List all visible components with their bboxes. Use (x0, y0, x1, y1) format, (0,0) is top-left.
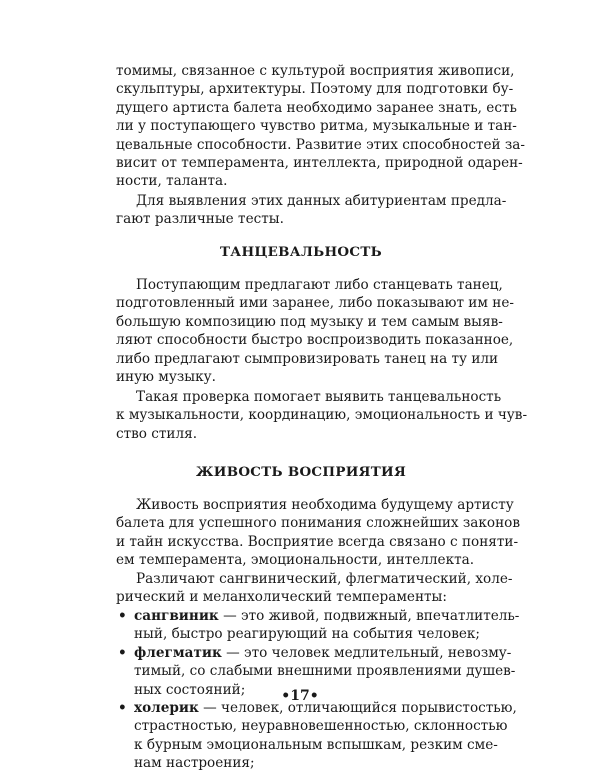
text-line: подготовленный ими заранее, либо показывают им не- (116, 295, 514, 312)
text-line: скульптуры, архитектуры. Поэтому для подготовки бу- (116, 81, 514, 98)
text-line (134, 607, 520, 625)
text-line: дущего артиста балета необходимо заранее знать, есть (116, 99, 517, 116)
intro-paragraph-1 (116, 62, 526, 191)
bullet-marker: • (118, 700, 127, 717)
text-line: к музыкальности, координацию, эмоциональность и чув- (116, 407, 528, 424)
text-line: ли у поступающего чувство ритма, музыкальные и тан- (116, 118, 517, 135)
text-line (134, 644, 512, 662)
text-line: к бурным эмоциональным вспышкам, резким сме- (134, 736, 498, 753)
text-line: томимы, связанное с культурой восприятия живописи, (116, 63, 515, 79)
text-line: страстностью, неуравновешенностью, склонностью (134, 718, 508, 735)
text-line: Такая проверка помогает выявить танцевальность (136, 389, 502, 405)
page-number: •17• (281, 688, 319, 704)
bullet-marker: • (118, 608, 127, 624)
list-item-sangvinik (116, 607, 520, 644)
term: флегматик (134, 644, 222, 661)
text-line: Для выявления этих данных абитуриентам предла- (136, 193, 507, 209)
section-heading-zhivost: ЖИВОСТЬ ВОСПРИЯТИЯ (195, 464, 407, 480)
text-line: и тайн искусства. Восприятие всегда связано с поняти- (116, 533, 519, 550)
text-line: ности, таланта. (116, 173, 228, 190)
definition-start: — это живой, подвижный, впечатлитель- (218, 608, 520, 624)
section2-paragraph-1 (116, 496, 520, 570)
bullet-marker: • (118, 644, 127, 661)
definition-start: — это человек медлительный, невозму- (221, 644, 512, 661)
section1-paragraph-1 (116, 276, 514, 386)
text-line: рический и меланхолический темпераменты: (116, 589, 447, 606)
text-line: гают различные тесты. (116, 211, 284, 228)
text-line: тимый, со слабыми внешними проявлениями душев- (134, 663, 516, 680)
text-line: ство стиля. (116, 425, 198, 442)
text-line: Различают сангвинический, флегматический, холе- (136, 571, 513, 587)
term: сангвиник (134, 608, 219, 624)
term: холерик (134, 700, 199, 717)
section2-paragraph-2 (116, 570, 513, 607)
list-item-holerik (116, 699, 517, 773)
text-line: Поступающим предлагают либо станцевать танец, (136, 277, 503, 293)
text-line: ем темперамента, эмоциональности, интеллекта. (116, 552, 475, 569)
section-heading-tancevalnost: ТАНЦЕВАЛЬНОСТЬ (220, 244, 382, 260)
text-line: ных состояний; (134, 681, 246, 698)
text-line: цевальные способности. Развитие этих способностей за- (116, 136, 526, 153)
intro-paragraph-2 (116, 192, 507, 229)
text-line: либо предлагают сымпровизировать танец на ту или (116, 350, 499, 367)
definition-start: — человек, отличающийся порывистостью, (198, 700, 517, 717)
text-line: ный, быстро реагирующий на события человек; (134, 626, 480, 643)
text-line: ляют способности быстро воспроизводить показанное, (116, 332, 514, 349)
text-line: иную музыку. (116, 369, 216, 386)
text-line: большую композицию под музыку и тем самым выяв- (116, 313, 503, 330)
section1-paragraph-2 (116, 388, 528, 443)
text-line: балета для успешного понимания сложнейших законов (116, 515, 520, 532)
text-line: Живость восприятия необходима будущему артисту (136, 497, 514, 513)
text-line: нам настроения; (134, 755, 255, 772)
text-line: висит от темперамента, интеллекта, природной одарен- (116, 155, 523, 172)
